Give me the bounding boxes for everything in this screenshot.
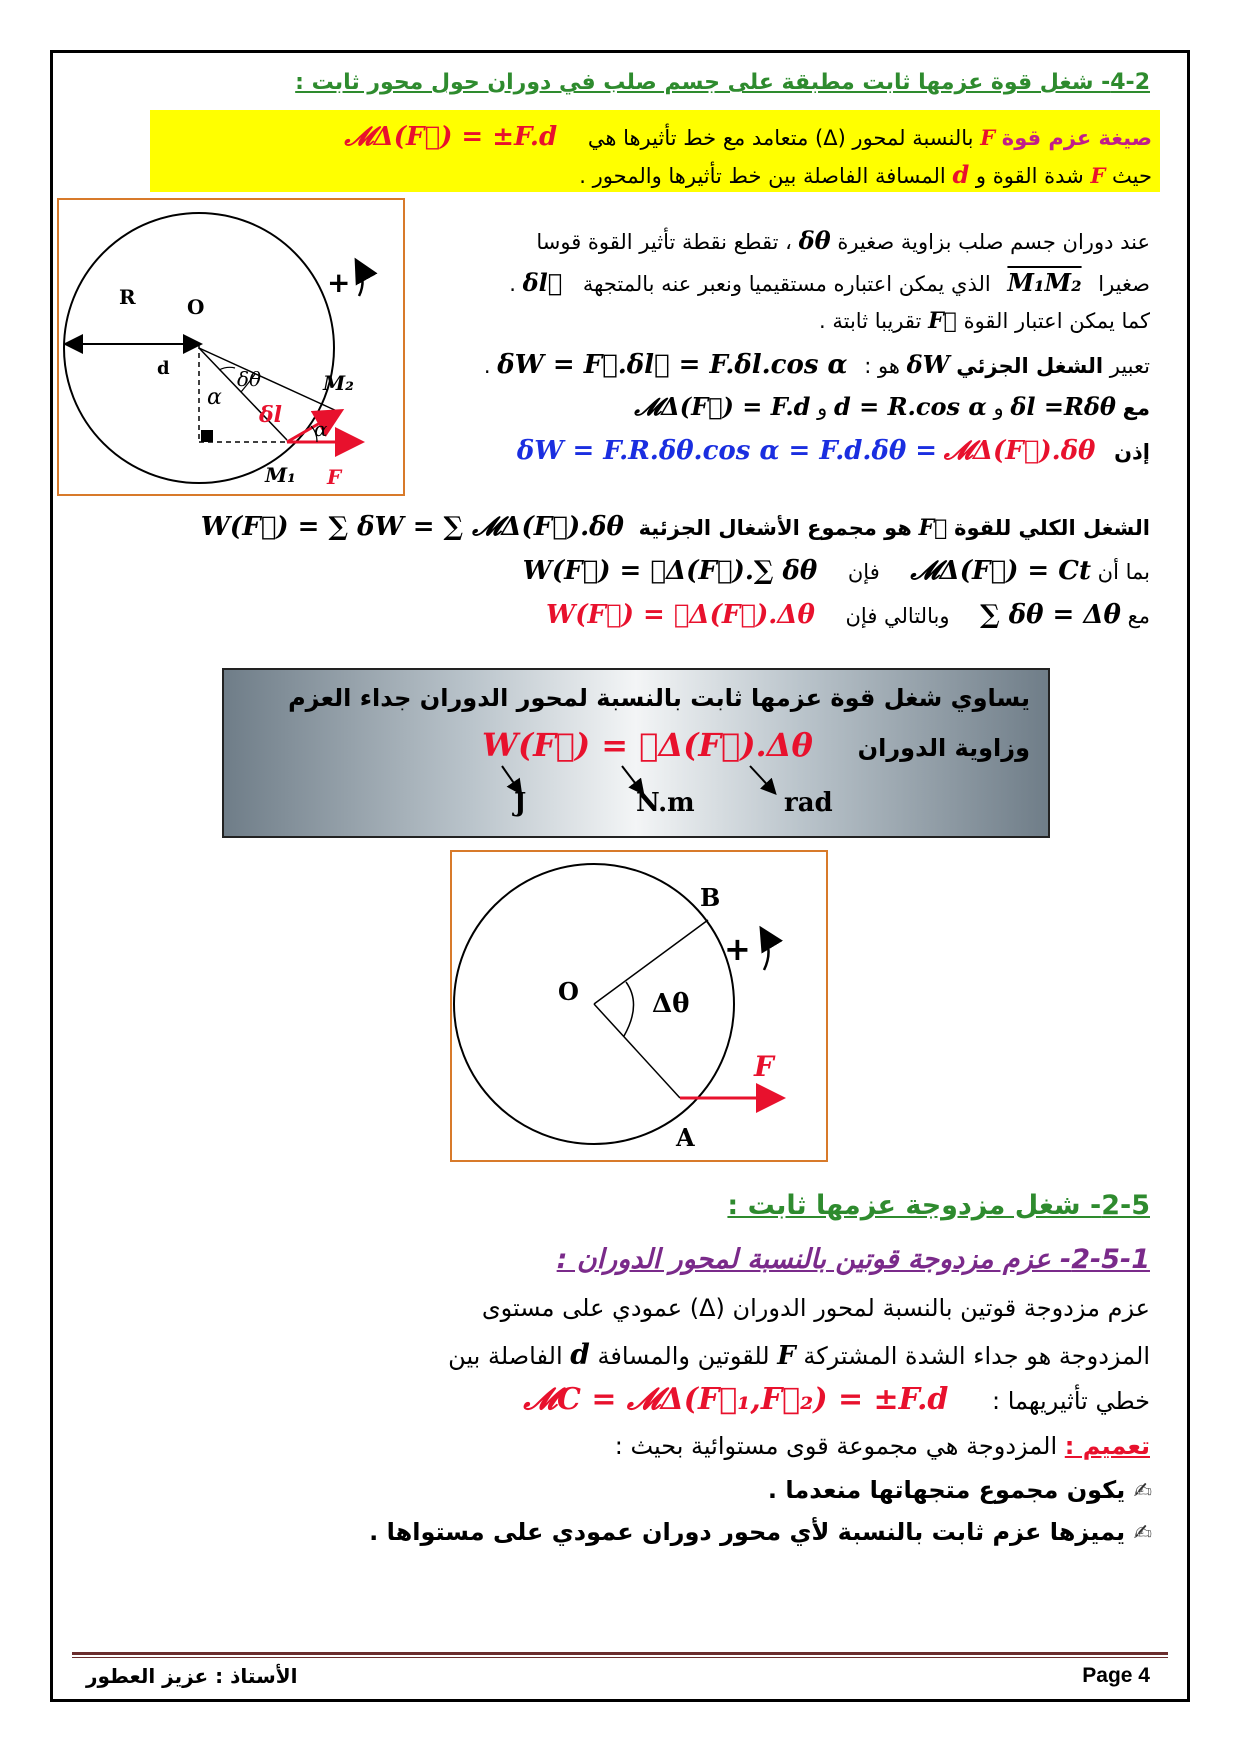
label-O: O [187,295,205,319]
rotation-sign: + [327,266,351,299]
result-box-line-1: يساوي شغل قوة عزمها ثابت بالنسبة لمحور الدوران جداء العزم [288,684,1030,712]
couple-line-1: عزم مزدوجة قوتين بالنسبة لمحور الدوران (Δ) عمودي على مستوى [481,1294,1150,1322]
para-1-line-1: عند دوران جسم صلب بزاوية صغيرة δθ ، تقطع نقطة تأثير القوة قوسا [536,226,1150,255]
definition-line-2: حيث F شدة القوة و d المسافة الفاصلة بين خط تأثيرها والمحور . [579,160,1152,189]
label-alpha-2: α [314,417,328,441]
label-d: d [157,358,170,379]
figure-force-on-circle [57,198,405,496]
unit-rad: rad [784,788,833,818]
page-number: Page 4 [1082,1664,1150,1687]
label-R: R [119,285,136,309]
unit-Nm: N.m [636,788,695,818]
angle-arc [624,982,634,1036]
label-dtheta: δθ [237,367,262,391]
radius-OB [594,920,708,1004]
partial-work-line-2: مع δl =Rδθ و d = R.cos α و 𝓜Δ(F⃗) = F.d [634,392,1150,421]
section-heading-4-2: 4-2- شغل قوة عزمها ثابت مطبقة على جسم صلب في دوران حول محور ثابت : [295,70,1150,95]
teacher-name: الأستاذ : عزيز العطور [86,1664,298,1688]
pencil-icon: ✍ [1133,1521,1152,1546]
para-1-line-2: صغيرا M₁M₂ الذي يمكن اعتباره مستقيميا ونعبر عنه بالمتجهة δl⃗ . [509,268,1150,297]
section-heading-5-2-1: 2-5-1- عزم مزدوجة قوتين بالنسبة لمحور الدوران : [556,1244,1150,1275]
section-heading-5-2: 2-5- شغل مزدوجة عزمها ثابت : [727,1190,1150,1221]
pencil-icon: ✍ [1133,1479,1152,1504]
label-O-2: O [558,977,579,1006]
label-F-2: F [754,1050,774,1083]
couple-line-3: خطي تأثيريهما : 𝓜C = 𝓜Δ(F⃗₁,F⃗₂) = ±F.d [523,1382,1150,1417]
result-box-line-2: وزاوية الدوران [857,734,1030,762]
total-work-line-2: بما أن 𝓜Δ(F⃗) = Ct فإن W(F⃗) = 𝓜Δ(F⃗).∑ δθ [522,556,1150,586]
total-work-line-1: الشغل الكلي للقوة F⃗ هو مجموع الأشغال الجزئية W(F⃗) = ∑ δW = ∑ 𝓜Δ(F⃗).δθ [200,512,1150,542]
label-M2: M₂ [323,371,354,395]
right-angle-mark [201,430,213,442]
label-M1: M₁ [265,463,296,487]
partial-work-line-1: تعبير الشغل الجزئي δW هو : δW = F⃗.δl⃗ = F.δl.cos α . [483,350,1150,380]
rotation-arrow-icon-2 [762,930,769,970]
figure-rotation-angle [450,850,828,1162]
unit-J: J [514,788,527,818]
figure-2-drawing [452,852,826,1160]
result-box-formula: W(F⃗) = 𝓜Δ(F⃗).Δθ [482,726,813,764]
couple-line-2: المزدوجة هو جداء الشدة المشتركة F للقوتين والمسافة d الفاصلة بين [448,1338,1150,1371]
dl-vector [287,412,339,442]
partial-work-line-3: إذن δW = F.R.δθ.cos α = F.d.δθ = 𝓜Δ(F⃗).δθ [516,436,1150,466]
label-A: A [676,1123,695,1152]
footer-rule [72,1652,1168,1655]
label-B: B [700,883,721,912]
rotation-sign-2: + [724,930,751,968]
bullet-1: ✍ يكون مجموع متجهاتها منعدما . [767,1476,1152,1504]
label-delta-theta: Δθ [652,989,690,1019]
total-work-line-3: مع ∑ δθ = Δθ وبالتالي فإن W(F⃗) = 𝓜Δ(F⃗).Δθ [546,600,1150,630]
label-dl: δl [259,402,283,428]
generalization-line: تعميم : المزدوجة هي مجموعة قوى مستوائية بحيث : [614,1432,1150,1460]
figure-1-drawing [59,200,403,494]
label-alpha-1: α [207,385,222,410]
bullet-2: ✍ يميزها عزم ثابت بالنسبة لأي محور دوران عمودي على مستواها . [369,1518,1152,1546]
para-1-line-3: كما يمكن اعتبار القوة F⃗ تقريبا ثابتة . [819,308,1150,334]
label-F: F [327,465,342,489]
definition-line-1: صيغة عزم قوة F بالنسبة لمحور (Δ) متعامد مع خط تأثيرها هي 𝓜Δ(F⃗) = ±F.d [344,122,1152,152]
footer-rule-thin [72,1657,1168,1658]
rotation-arrow-icon [357,262,363,296]
